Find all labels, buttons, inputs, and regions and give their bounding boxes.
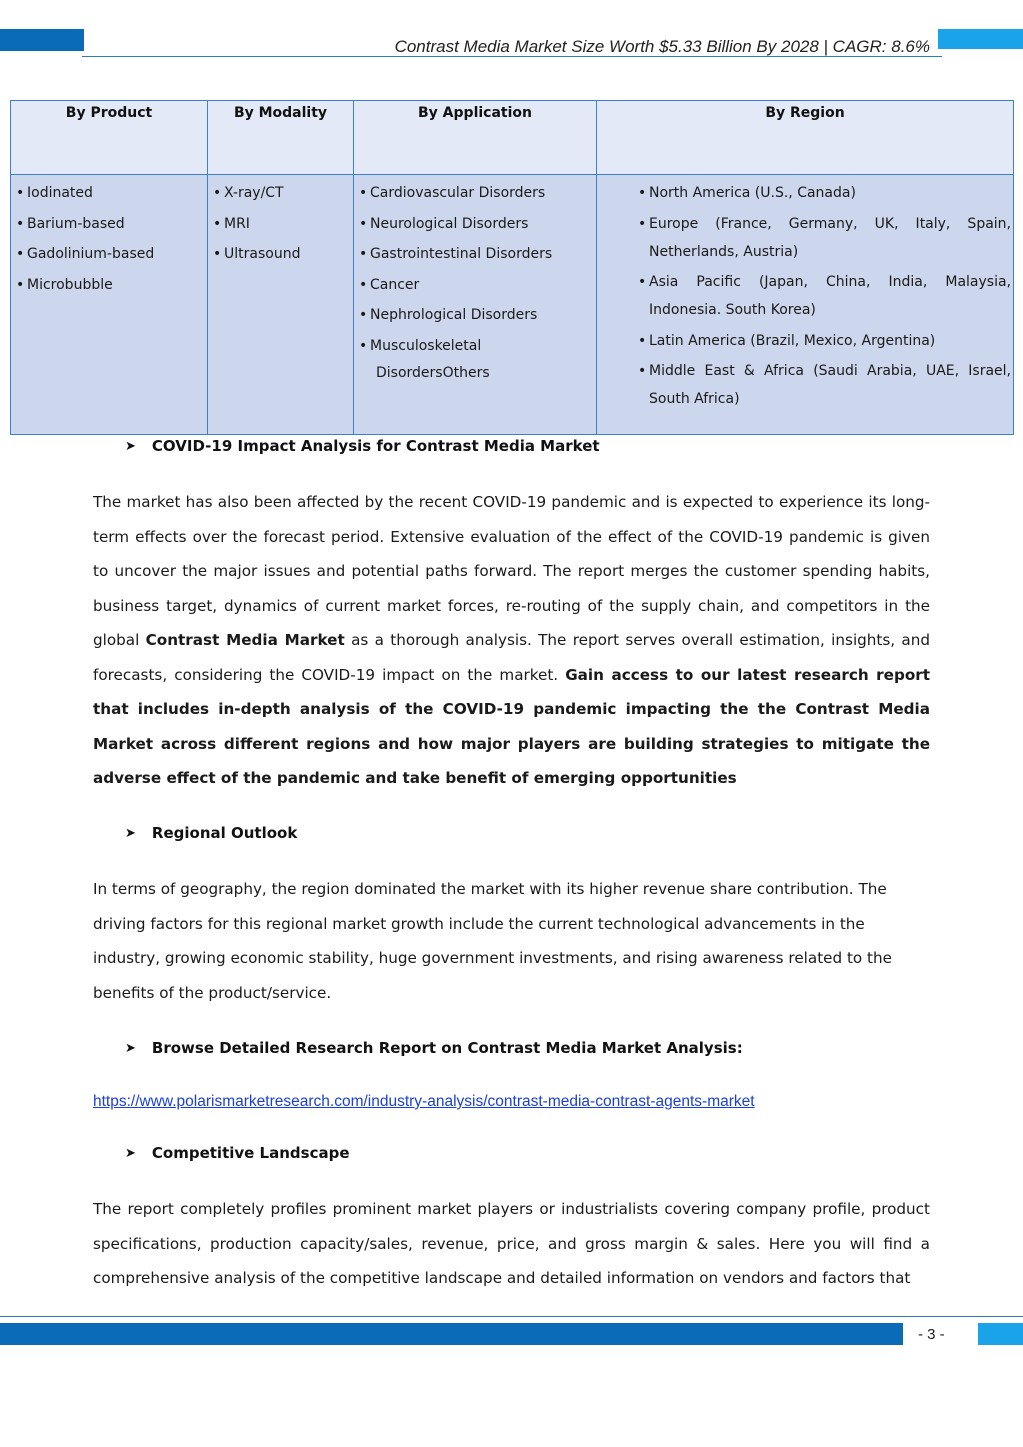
application-list: [356, 179, 594, 386]
list-item: • Neurological Disorders: [356, 210, 594, 238]
list-item: • Iodinated: [13, 179, 205, 207]
browse-heading-text: Browse Detailed Research Report on Contrast Media Market Analysis:: [151, 1039, 743, 1057]
list-item: • Latin America (Brazil, Mexico, Argentina): [635, 327, 1011, 355]
header-accent-bar-right: [938, 29, 1023, 49]
list-item-text: Musculoskeletal: [370, 337, 482, 354]
list-item: • MRI: [210, 210, 351, 238]
covid-bold-cta: Gain access to our latest research report that includes in-depth analysis of the COVID-19 pandemic impacting the the Contrast Media Market across different regions and how major players are building strategies to mitigate the adverse effect of the pandemic and take benefit of emerging opportunities: [93, 665, 931, 787]
arrowhead-bullet-icon: ➤: [125, 825, 136, 841]
list-item: • Microbubble: [13, 271, 205, 299]
modality-cell: [208, 175, 354, 435]
list-item: • Europe (France, Germany, UK, Italy, Spain, Netherlands, Austria): [635, 210, 1011, 266]
regional-heading: [125, 824, 297, 842]
header-accent-bar-left: [0, 29, 84, 51]
column-heading-modality: By Modality: [208, 101, 354, 175]
column-heading-product: By Product: [11, 101, 208, 175]
list-item: • Asia Pacific (Japan, China, India, Malaysia, Indonesia. South Korea): [635, 268, 1011, 324]
report-link[interactable]: https://www.polarismarketresearch.com/industry-analysis/contrast-media-contrast-agents-market: [93, 1093, 755, 1110]
footer-accent-bar: [0, 1323, 903, 1345]
segmentation-table: [10, 100, 1014, 435]
list-item: • North America (U.S., Canada): [635, 179, 1011, 207]
list-item-continuation: DisordersOthers: [376, 364, 490, 381]
list-item: • X-ray/CT: [210, 179, 351, 207]
region-list: [599, 179, 1011, 413]
list-item: • Gastrointestinal Disorders: [356, 240, 594, 268]
competitive-heading: [125, 1144, 350, 1162]
list-item: • Nephrological Disorders: [356, 301, 594, 329]
arrowhead-bullet-icon: ➤: [125, 1040, 136, 1056]
column-heading-region: By Region: [597, 101, 1014, 175]
regional-paragraph: In terms of geography, the region dominated the market with its higher revenue share contribution. The driving factors for this regional market growth include the current technological advancements in the industry, growing economic stability, huge government investments, and rising awareness related to the benefits of the product/service.: [93, 880, 892, 1002]
covid-text-1: The market has also been affected by the recent COVID-19 pandemic and is expected to experience its long-term effects over the forecast period. Extensive evaluation of the effect of the COVID-19 pandemic is given to uncover the major issues and potential paths forward. The report merges the customer spending habits, business target, dynamics of current market forces, re-routing of the supply chain, and competitors in the global: [93, 493, 930, 649]
browse-heading: [125, 1039, 743, 1057]
list-item: • Cancer: [356, 271, 594, 299]
header-rule: [82, 56, 942, 57]
competitive-paragraph: The report completely profiles prominent market players or industrialists covering company profile, product specifications, production capacity/sales, revenue, price, and gross margin & sales. Here you will find a comprehensive analysis of the competitive landscape and detailed information on vendors and factors that: [93, 1200, 930, 1287]
region-cell: [597, 175, 1014, 435]
regional-heading-text: Regional Outlook: [151, 824, 298, 842]
covid-text-2: as a thorough analysis. The report serves overall estimation, insights, and forecasts, considering the COVID-19 impact on the market.: [93, 631, 931, 684]
product-list: [13, 179, 205, 299]
covid-bold-market: Contrast Media Market: [145, 631, 345, 649]
table-row: [11, 175, 1014, 435]
footer-accent-bar-right: [978, 1323, 1023, 1345]
page-number: - 3 -: [918, 1326, 945, 1343]
list-item: • Cardiovascular Disorders: [356, 179, 594, 207]
list-item: • Gadolinium-based: [13, 240, 205, 268]
competitive-heading-text: Competitive Landscape: [151, 1144, 350, 1162]
arrowhead-bullet-icon: ➤: [125, 1145, 136, 1161]
table-header-row: [11, 101, 1014, 175]
arrowhead-bullet-icon: ➤: [125, 438, 136, 454]
column-heading-application: By Application: [354, 101, 597, 175]
page-header-title: Contrast Media Market Size Worth $5.33 Billion By 2028 | CAGR: 8.6%: [394, 37, 930, 56]
footer-rule: [0, 1316, 1023, 1317]
covid-heading-text: COVID-19 Impact Analysis for Contrast Media Market: [151, 437, 600, 455]
list-item: • Barium-based: [13, 210, 205, 238]
list-item: • Middle East & Africa (Saudi Arabia, UAE, Israel, South Africa): [635, 357, 1011, 413]
covid-heading: [125, 437, 600, 455]
application-cell: [354, 175, 597, 435]
covid-paragraph: [93, 485, 930, 796]
list-item: • Ultrasound: [210, 240, 351, 268]
modality-list: [210, 179, 351, 268]
list-item: [356, 332, 594, 386]
product-cell: [11, 175, 208, 435]
